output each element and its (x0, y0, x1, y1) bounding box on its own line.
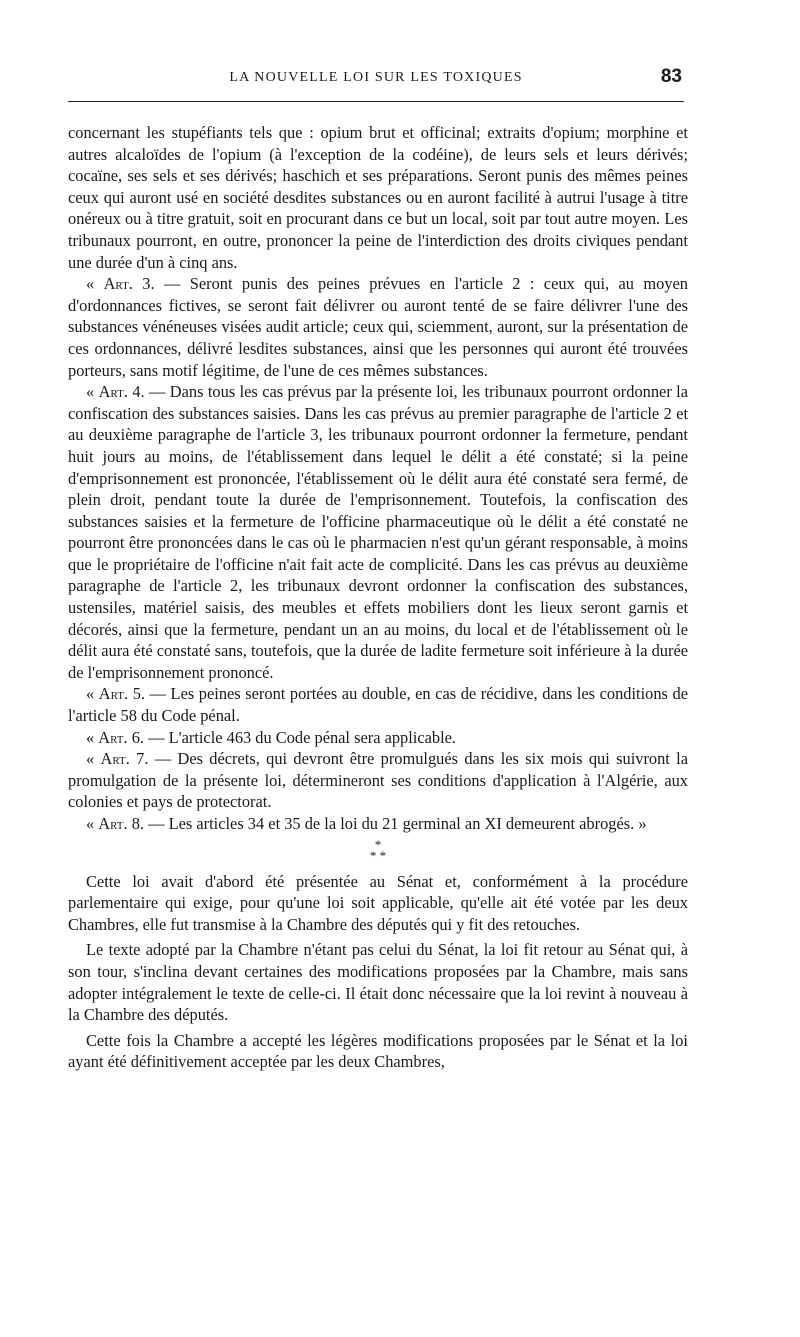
page-number: 83 (660, 66, 682, 87)
header-rule (68, 101, 684, 102)
running-title: LA NOUVELLE LOI SUR LES TOXIQUES (229, 70, 523, 85)
paragraph-texte: Le texte adopté par la Chambre n'étant pas celui du Sénat, la loi fit retour au Sénat qui, à son tour, s'inclina devant certaines des modifications proposées par la Chambre, mais sans adopter intégralement le texte de celle-ci. Il était donc nécessaire que la loi revint à nouveau à la Chambre des députés. (68, 940, 688, 1025)
article-4 (68, 381, 688, 683)
body-text (68, 122, 688, 1073)
open-quote: « (86, 382, 99, 402)
page-header (68, 66, 684, 94)
article-text: — Dans tous les cas prévus par la présente loi, les tribunaux pourront ordonner la confiscation des substances saisies. Dans les cas prévus au premier paragraphe de l'article 2 et au deuxième paragraphe de l'article 3, les tribunaux pourront ordonner la fermeture, pendant huit jours au moins, de l'établissement dans lequel le délit a été constaté; si la peine d'emprisonnement est prononcée, l'établissement où le délit aura été constaté sera fermé, de plein droit, pendant toute la durée de l'emprisonnement. Toutefois, la confiscation des substances saisies et la fermeture de l'officine pharmaceutique où le délit a été constaté ne pourront être prononcées dans le cas où le pharmacien n'est qu'un gérant responsable, à moins que le propriétaire de l'officine n'ait fait acte de complicité. Dans les cas prévus au deuxième paragraphe de l'article 2, les tribunaux devront ordonner la confiscation des substances, ustensiles, matériel saisis, des meubles et effets mobiliers dont les lieux seront garnis et décorés, ainsi que la fermeture, pendant un an au moins, du local et de l'établissement où le délit aura été constaté sans, toutefois, que la durée de ladite fermeture soit inférieure à la durée de l'emprisonnement prononcé. (68, 382, 688, 682)
article-text: — Seront punis des peines prévues en l'article 2 : ceux qui, au moyen d'ordonnances fictives, se seront fait délivrer ou auront tenté de se faire délivrer l'une des substances vénéneuses visées audit article; ceux qui, sciemment, auront, sur la présentation de ces ordonnances, délivré lesdites substances, ainsi que les personnes qui auront été trouvées porteurs, sans motif légitime, de l'une de ces mêmes substances. (68, 274, 688, 380)
article-label: Art. 7. (100, 749, 149, 769)
open-quote: « (86, 814, 99, 833)
article-6 (68, 727, 688, 749)
article-text: — Les articles 34 et 35 de la loi du 21 germinal an XI demeurent abrogés. » (144, 814, 647, 833)
article-label: Art. 5. (98, 684, 145, 704)
article-3 (68, 273, 688, 381)
article-text: — Les peines seront portées au double, en cas de récidive, dans les conditions de l'article 58 du Code pénal. (68, 684, 688, 726)
open-quote: « (86, 684, 99, 704)
article-label: Art. 4. (98, 382, 145, 402)
article-label: Art. 8. (98, 814, 145, 833)
paragraph-senat: Cette loi avait d'abord été présentée au Sénat et, conformément à la procédure parlementaire qui exige, pour qu'une loi soit applicable, qu'elle ait été votée par les deux Chambres, elle fut transmise à la Chambre des députés qui y fit des retouches. (68, 871, 688, 934)
article-label: Art. 6. (98, 727, 145, 747)
section-asterism (68, 836, 688, 863)
open-quote: « (86, 727, 99, 747)
asterism-bottom: * * (369, 847, 387, 863)
article-label: Art. 3. (103, 274, 155, 294)
asterism-top: * (374, 836, 382, 852)
article-7 (68, 748, 688, 813)
article-text: — Des décrets, qui devront être promulgués dans les six mois qui suivront la promulgation de la présente loi, détermineront ses conditions d'application à l'Algérie, aux colonies et pays de protectorat. (68, 749, 688, 812)
article-8 (68, 813, 688, 835)
open-quote: « (86, 749, 101, 769)
paragraph-continuation: concernant les stupéfiants tels que : opium brut et officinal; extraits d'opium; morphine et autres alcaloïdes de l'opium (à l'exception de la codéine), de leurs sels et leurs dérivés; cocaïne, ses sels et ses dérivés; haschich et ses préparations. Seront punis des mêmes peines ceux qui auront usé en société desdites substances ou en auront facilité à autrui l'usage à titre onéreux ou à titre gratuit, soit en procurant dans ce but un local, soit par tout autre moyen. Les tribunaux pourront, en outre, prononcer la peine de l'interdiction des droits civiques pendant une durée d'un à cinq ans. (68, 123, 688, 272)
paragraph-fois: Cette fois la Chambre a accepté les légères modifications proposées par le Sénat et la loi ayant été définitivement acceptée par les deux Chambres, (68, 1030, 688, 1072)
article-text: — L'article 463 du Code pénal sera applicable. (144, 727, 457, 747)
article-5 (68, 683, 688, 726)
open-quote: « (86, 274, 104, 294)
